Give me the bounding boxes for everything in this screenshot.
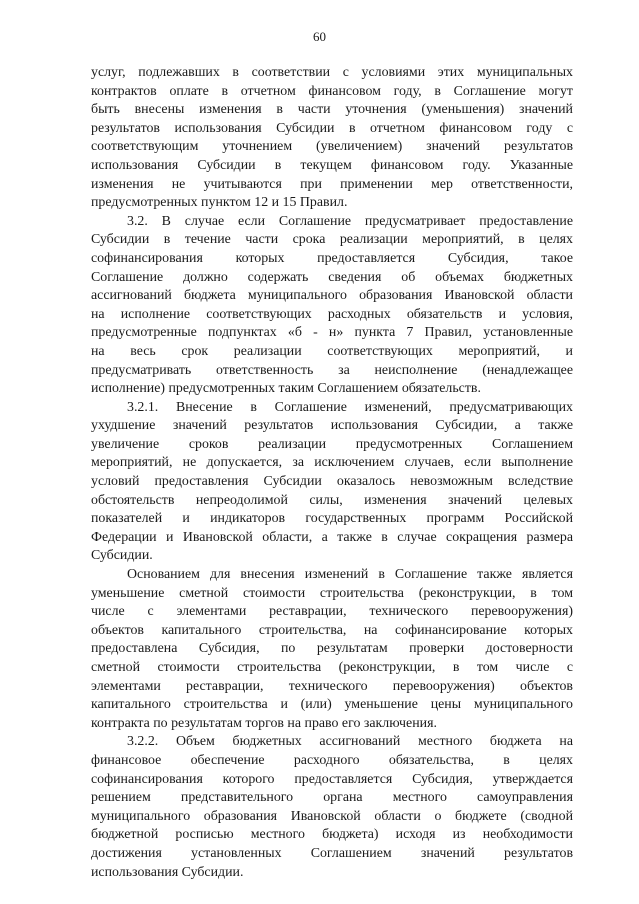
text-line: элементами реставрации, технического перевооружения) объектов <box>91 678 573 694</box>
text-line: сметной стоимости строительства (реконструкции, в том числе с <box>91 660 573 675</box>
text-line: предусматривать ответственность за неисполнение (ненадлежащее <box>91 362 573 378</box>
document-body <box>91 64 573 882</box>
text-line: на исполнение соответствующих расходных обязательств и условия, <box>91 306 573 322</box>
text-line: финансовое обеспечение расходного обязательства, в целях <box>91 752 573 768</box>
paragraph <box>91 64 573 213</box>
text-line: мероприятий, не допускается, за исключением случаев, если выполнение <box>91 455 573 471</box>
text-line: ухудшение значений результатов использования Субсидии, а также <box>91 418 573 434</box>
paragraph <box>91 213 573 399</box>
text-line: показателей и индикаторов государственных программ Российской <box>91 511 573 527</box>
text-line: Федерации и Ивановской области, а также в случае сокращения размера <box>91 529 573 545</box>
text-line: решением представительного органа местного самоуправления <box>91 790 573 806</box>
text-line: муниципального образования Ивановской области о бюджете (сводной <box>91 808 573 824</box>
page-number: 60 <box>313 29 326 44</box>
text-line: 3.2. В случае если Соглашение предусматривает предоставление <box>127 213 573 229</box>
text-line: ассигнований бюджета муниципального образования Ивановской области <box>91 288 573 304</box>
text-line: Соглашение должно содержать сведения об объемах бюджетных <box>91 269 573 285</box>
text-line: софинансирования которого предоставляется Субсидия, утверждается <box>91 771 573 787</box>
text-line: услуг, подлежавших в соответствии с условиями этих муниципальных <box>91 65 573 80</box>
text-line: капитального строительства и (или) уменьшение цены муниципального <box>91 697 573 713</box>
text-line: предусмотренные подпунктах «б - н» пункта 7 Правил, установленные <box>91 325 573 341</box>
text-line: на весь срок реализации соответствующих мероприятий, и <box>91 343 573 359</box>
text-line: быть внесены изменения в части уточнения (уменьшения) значений <box>91 102 573 118</box>
text-line: контрактов оплате в отчетном финансовом году, в Соглашение могут <box>91 83 573 99</box>
paragraph <box>91 566 573 733</box>
text-line: условий предоставления Субсидии оказалось невозможным вследствие <box>91 474 573 490</box>
text-line: уменьшение сметной стоимости строительства (реконструкции, в том <box>91 585 573 601</box>
text-line: Субсидии. <box>91 548 153 564</box>
text-line: числе с элементами реставрации, технического перевооружения) <box>91 604 573 620</box>
text-line: изменения не учитываются при применении мер ответственности, <box>91 176 573 192</box>
text-line: обстоятельств непреодолимой силы, изменения значений целевых <box>91 492 573 508</box>
paragraph <box>91 733 573 882</box>
text-line: контракта по результатам торгов на право его заключения. <box>91 715 437 731</box>
text-line: достижения установленных Соглашением значений результатов <box>91 845 573 861</box>
text-line: предоставлена Субсидия, по результатам проверки достоверности <box>91 641 573 657</box>
text-line: увеличение сроков реализации предусмотренных Соглашением <box>91 436 573 452</box>
text-line: использования Субсидии. <box>91 864 244 880</box>
text-line: Основанием для внесения изменений в Соглашение также является <box>127 567 573 583</box>
text-line: 3.2.1. Внесение в Соглашение изменений, предусматривающих <box>127 399 573 415</box>
text-line: 3.2.2. Объем бюджетных ассигнований местного бюджета на <box>127 734 573 750</box>
text-line: объектов капитального строительства, на софинансирование которых <box>91 622 573 638</box>
text-line: софинансирования которых предоставляется Субсидия, такое <box>91 250 573 266</box>
text-line: предусмотренных пунктом 12 и 15 Правил. <box>91 195 348 211</box>
text-line: бюджетной росписью местного бюджета) исходя из необходимости <box>91 827 573 843</box>
text-line: Субсидии в течение части срока реализации мероприятий, в целях <box>91 232 573 248</box>
text-line: соответствующим уточнением (увеличением) значений результатов <box>91 139 573 155</box>
text-line: результатов использования Субсидии в отчетном финансовом году с <box>91 120 573 136</box>
paragraph <box>91 399 573 566</box>
text-line: использования Субсидии в текущем финансовом году. Указанные <box>91 157 573 173</box>
text-line: исполнение) предусмотренных таким Соглашением обязательств. <box>91 381 481 397</box>
